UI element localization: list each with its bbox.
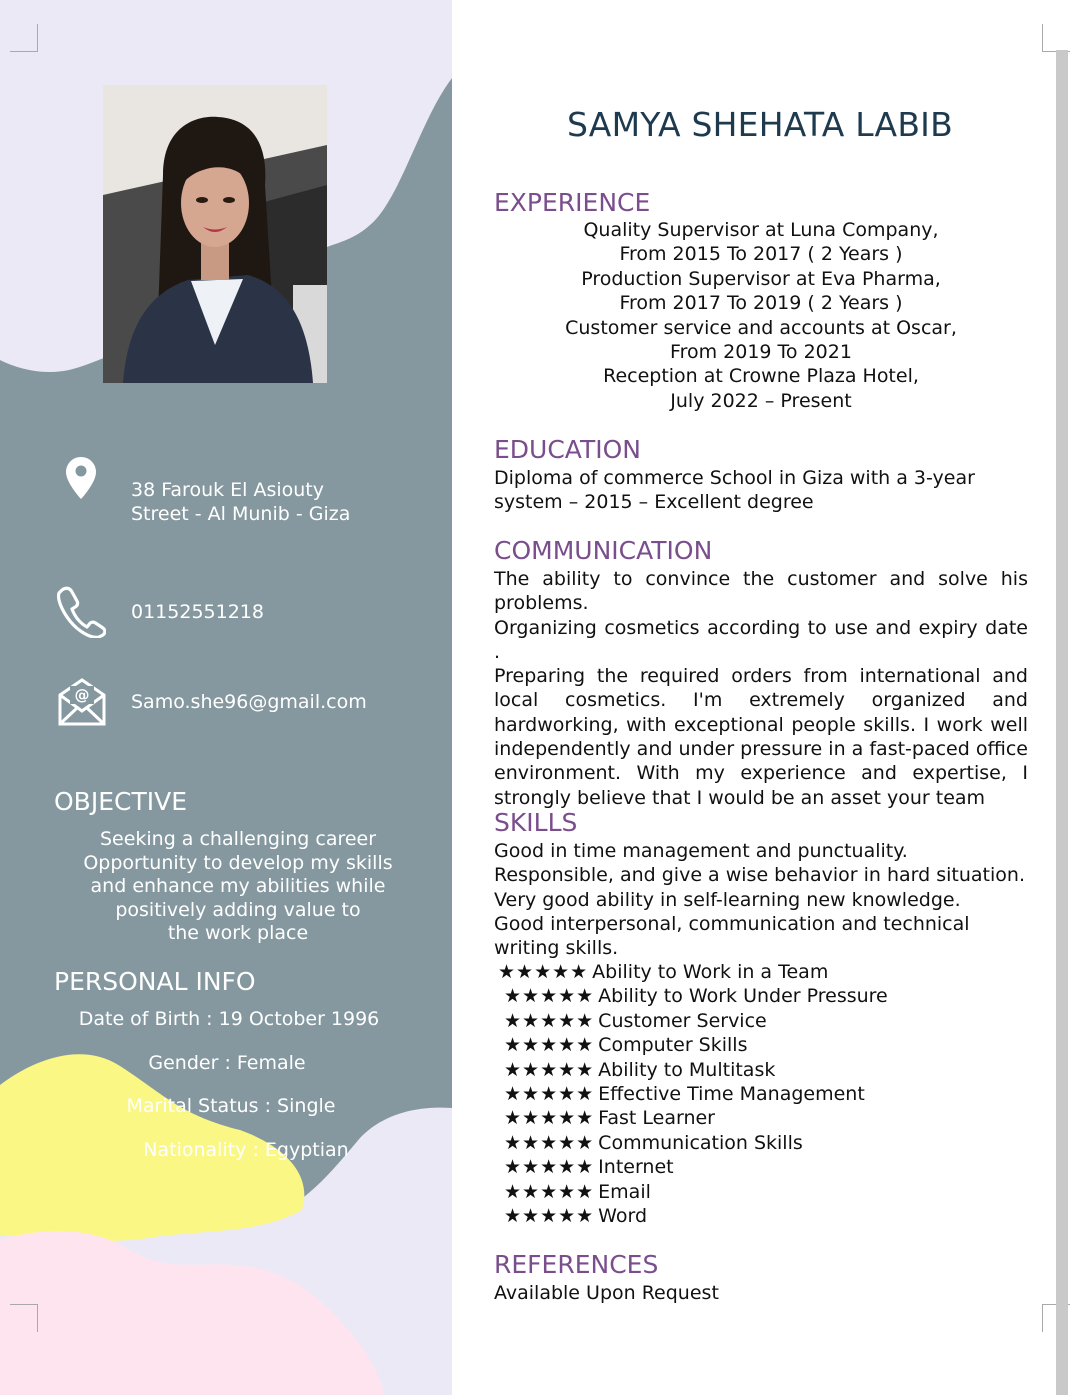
references-text: Available Upon Request (494, 1282, 719, 1304)
nationality: Nationality : Egyptian (143, 1139, 349, 1161)
skill-line: Responsible, and give a wise behavior in hard situation. (494, 864, 1025, 887)
rated-skill-label: Word (598, 1205, 648, 1228)
skill-line: Very good ability in self-learning new knowledge. (494, 888, 961, 911)
rated-skills-list (498, 960, 1032, 1228)
rated-skill-item (498, 1058, 1032, 1082)
objective-line: Opportunity to develop my skills (83, 851, 393, 874)
experience-line: Reception at Crowne Plaza Hotel, (603, 365, 919, 388)
crop-mark-bottom-left (10, 1304, 38, 1332)
objective-heading: OBJECTIVE (54, 787, 187, 816)
rated-skill-label: Fast Learner (598, 1107, 715, 1130)
gender: Gender : Female (148, 1052, 306, 1074)
references-heading: REFERENCES (494, 1250, 659, 1279)
profile-photo (103, 85, 327, 383)
crop-mark-top-right (1042, 24, 1070, 52)
communication-paragraph: The ability to convince the customer and solve his problems. (494, 568, 1028, 615)
rated-skill-item (498, 960, 1032, 984)
phone-icon (56, 586, 106, 638)
date-of-birth: Date of Birth : 19 October 1996 (78, 1008, 380, 1030)
objective-line: and enhance my abilities while (90, 875, 386, 898)
rated-skill-item (498, 1106, 1032, 1130)
rated-skill-item (498, 1033, 1032, 1057)
objective-line: the work place (167, 922, 309, 945)
star-rating: ★★★★★ (504, 1058, 595, 1081)
communication-paragraph: Preparing the required orders from international and local cosmetics. I'm extremely organized and hardworking, with exceptional people skills. I work well independently and under pressure in a fast-paced office environment. With my experience and expertise, I strongly believe that I would be an asset your team (494, 665, 1028, 809)
experience-line: From 2017 To 2019 ( 2 Years ) (619, 292, 903, 315)
education-heading: EDUCATION (494, 435, 641, 464)
vertical-scrollbar[interactable] (1056, 50, 1068, 1395)
experience-list (494, 218, 1028, 413)
experience-line: From 2019 To 2021 (670, 341, 852, 364)
star-rating: ★★★★★ (504, 1205, 595, 1228)
candidate-name: SAMYA SHEHATA LABIB (567, 105, 953, 144)
rated-skill-label: Communication Skills (598, 1131, 803, 1154)
email-envelope-icon (57, 677, 107, 727)
star-rating: ★★★★★ (504, 1180, 595, 1203)
rated-skill-item (498, 1009, 1032, 1033)
rated-skill-label: Internet (598, 1156, 674, 1179)
personal-info-heading: PERSONAL INFO (54, 967, 256, 996)
rated-skill-item (498, 1180, 1032, 1204)
skills-heading: SKILLS (494, 808, 578, 837)
rated-skill-label: Ability to Work in a Team (592, 961, 829, 983)
communication-heading: COMMUNICATION (494, 536, 713, 565)
communication-paragraph: Organizing cosmetics according to use and expiry date . (494, 616, 1028, 663)
experience-line: Quality Supervisor at Luna Company, (583, 219, 939, 241)
experience-line: July 2022 – Present (670, 389, 852, 412)
star-rating: ★★★★★ (498, 961, 589, 983)
left-sidebar (0, 0, 452, 1395)
experience-line: Production Supervisor at Eva Pharma, (581, 267, 941, 290)
experience-heading: EXPERIENCE (494, 188, 651, 217)
star-rating: ★★★★★ (504, 1034, 595, 1057)
objective-line: Seeking a challenging career (99, 828, 377, 850)
skill-line: Good interpersonal, communication and technical writing skills. (494, 912, 970, 960)
rated-skill-label: Email (598, 1180, 651, 1203)
location-pin-icon (66, 457, 96, 499)
address-line-2: Street - Al Munib - Giza (131, 503, 351, 525)
star-rating: ★★★★★ (504, 1156, 595, 1179)
rated-skill-item (498, 1131, 1032, 1155)
star-rating: ★★★★★ (504, 1131, 595, 1154)
objective-line: positively adding value to (115, 898, 361, 921)
objective-text (62, 828, 414, 946)
star-rating: ★★★★★ (504, 1107, 595, 1130)
skills-text (494, 839, 1028, 960)
star-rating: ★★★★★ (504, 1009, 595, 1032)
communication-text (494, 567, 1028, 810)
svg-text:@: @ (74, 686, 90, 704)
skill-line: Good in time management and punctuality. (494, 840, 908, 862)
rated-skill-label: Customer Service (598, 1009, 767, 1032)
email-address: Samo.she96@gmail.com (131, 691, 367, 713)
star-rating: ★★★★★ (504, 985, 595, 1008)
rated-skill-label: Effective Time Management (598, 1083, 865, 1106)
education-text: Diploma of commerce School in Giza with a 3-year system – 2015 – Excellent degree (494, 467, 975, 514)
rated-skill-item (498, 1204, 1032, 1228)
star-rating: ★★★★★ (504, 1083, 595, 1106)
rated-skill-item (498, 1155, 1032, 1179)
experience-line: Customer service and accounts at Oscar, (565, 316, 957, 339)
phone-number: 01152551218 (131, 601, 264, 623)
rated-skill-label: Computer Skills (598, 1034, 748, 1057)
rated-skill-item (498, 1082, 1032, 1106)
rated-skill-item (498, 984, 1032, 1008)
rated-skill-label: Ability to Work Under Pressure (598, 985, 888, 1008)
experience-line: From 2015 To 2017 ( 2 Years ) (619, 243, 903, 266)
marital-status: Marital Status : Single (126, 1095, 336, 1117)
crop-mark-top-left (10, 24, 38, 52)
address-line-1: 38 Farouk El Asiouty (131, 479, 325, 501)
rated-skill-label: Ability to Multitask (598, 1058, 776, 1081)
address (131, 478, 350, 526)
